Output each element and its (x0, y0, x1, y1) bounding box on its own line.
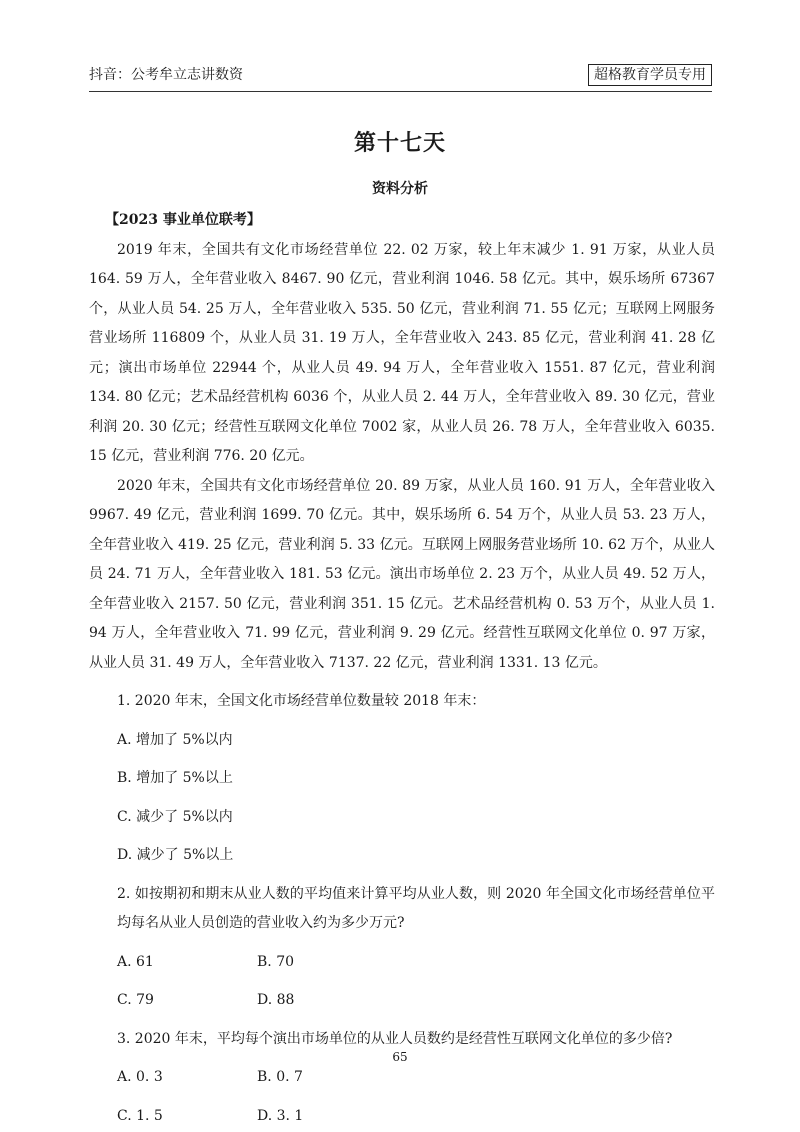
question-2-option-d: D. 88 (257, 992, 295, 1008)
question-3-options-row-1 (89, 1063, 715, 1093)
question-2-stem: 2. 如按期初和期末从业人数的平均值来计算平均从业人数，则 2020 年全国文化市场经营单位平均每名从业人员创造的营业收入约为多少万元? (117, 885, 715, 931)
question-2-option-c: C. 79 (117, 992, 154, 1008)
page-number: 65 (392, 1050, 408, 1064)
question-2-option-a: A. 61 (117, 953, 154, 970)
question-3-options-row-2 (89, 1102, 715, 1132)
exam-source: 【2023 事业单位联考】 (105, 212, 261, 228)
main-content (89, 206, 715, 1131)
question-2-options-row-2 (89, 986, 715, 1016)
question-3-option-c: C. 1. 5 (117, 1107, 163, 1124)
header-left-text: 抖音：公考牟立志讲数资 (89, 67, 243, 83)
page-title: 第十七天 (353, 130, 446, 156)
section-subtitle: 资料分析 (372, 181, 428, 197)
material-paragraph-2020: 2020 年末，全国共有文化市场经营单位 20. 89 万家，从业人员 160. 91 万人，全年营业收入 9967. 49 亿元，营业利润 1699. 70 亿元。其中，娱乐场所 6. 54 万个，从业人员 53. 23 万人，全年营业收入 419. 25 亿元，营业利润 5. 33 亿元。互联网上网服务营业场所 10. 62 万个，从业人员 24. 71 万人，全年营业收入 181. 53 亿元。演出市场单位 2. 23 万个，从业人员 49. 52 万人，全年营业收入 2157. 50 亿元，营业利润 351. 15 亿元。艺术品经营机构 0. 53 万个，从业人员 1. 94 万人，全年营业收入 71. 99 亿元，营业利润 9. 29 亿元。经营性互联网文化单位 0. 97 万家，从业人员 31. 49 万人，全年营业收入 7137. 22 亿元，营业利润 1331. 13 亿元。 (89, 477, 715, 671)
question-3-stem: 3. 2020 年末，平均每个演出市场单位的从业人员数约是经营性互联网文化单位的多少倍? (117, 1030, 673, 1047)
question-3-option-d: D. 3. 1 (257, 1107, 304, 1124)
material-paragraph-2019: 2019 年末，全国共有文化市场经营单位 22. 02 万家，较上年末减少 1. 91 万家，从业人员 164. 59 万人，全年营业收入 8467. 90 亿元，营业利润 1046. 58 亿元。其中，娱乐场所 67367 个，从业人员 54. 25 万人，全年营业收入 535. 50 亿元，营业利润 71. 55 亿元；互联网上网服务营业场所 116809 个，从业人员 31. 19 万人，全年营业收入 243. 85 亿元，营业利润 41. 28 亿元；演出市场单位 22944 个，从业人员 49. 94 万人，全年营业收入 1551. 87 亿元，营业利润 134. 80 亿元；艺术品经营机构 6036 个，从业人员 2. 44 万人，全年营业收入 89. 30 亿元，营业利润 20. 30 亿元；经营性互联网文化单位 7002 家，从业人员 26. 78 万人，全年营业收入 6035. 15 亿元，营业利润 776. 20 亿元。 (89, 241, 715, 464)
question-2-options-row-1 (89, 948, 715, 978)
question-1-option-b: B. 增加了 5%以上 (117, 770, 233, 786)
question-1-option-d: D. 减少了 5%以上 (117, 847, 234, 863)
question-1-option-a: A. 增加了 5%以内 (117, 731, 233, 748)
header-divider (89, 91, 712, 92)
header-right-label: 超格教育学员专用 (588, 64, 712, 86)
question-1-stem: 1. 2020 年末，全国文化市场经营单位数量较 2018 年末： (117, 693, 486, 709)
question-2-option-b: B. 70 (257, 953, 295, 970)
question-1-option-c: C. 减少了 5%以内 (117, 808, 233, 825)
question-3-option-a: A. 0. 3 (117, 1069, 163, 1085)
question-3-option-b: B. 0. 7 (257, 1069, 303, 1085)
